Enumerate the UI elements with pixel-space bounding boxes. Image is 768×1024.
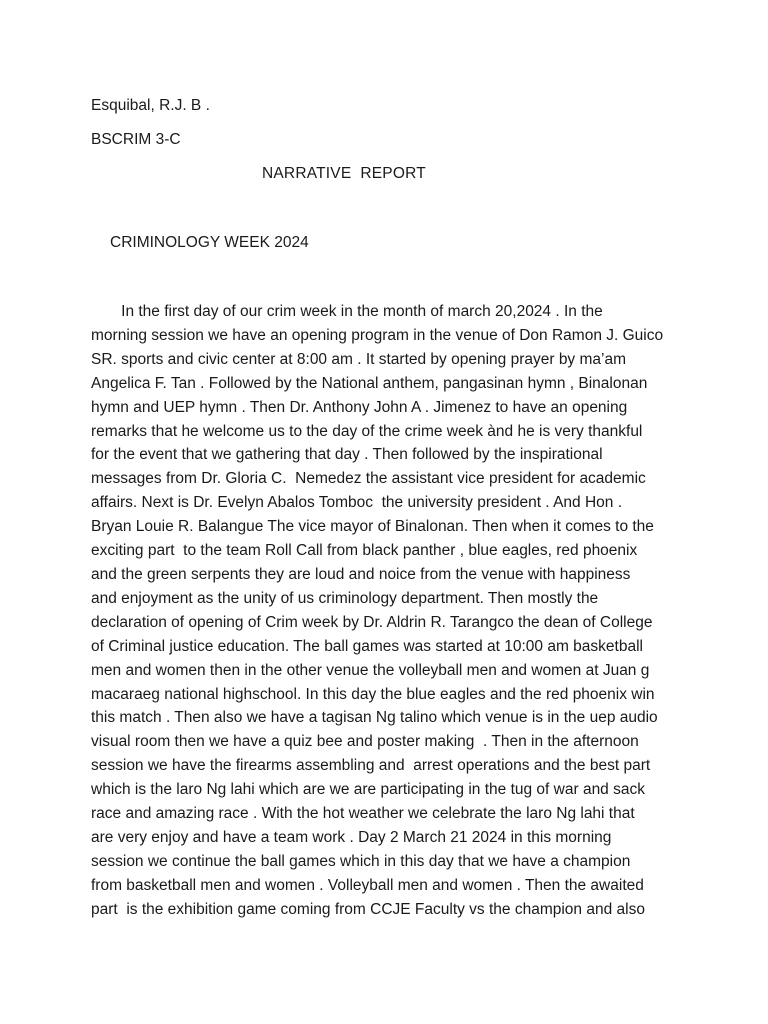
body-line: messages from Dr. Gloria C. Nemedez the assistant vice president for academic	[91, 470, 646, 488]
report-subtitle: CRIMINOLOGY WEEK 2024	[110, 234, 309, 251]
body-line: SR. sports and civic center at 8:00 am . It started by opening prayer by ma’am	[91, 350, 626, 368]
body-line: are very enjoy and have a team work . Day 2 March 21 2024 in this morning	[91, 828, 612, 846]
body-line: exciting part to the team Roll Call from black panther , blue eagles, red phoenix	[91, 542, 638, 560]
course-section: BSCRIM 3-C	[91, 131, 181, 148]
report-title: NARRATIVE REPORT	[262, 165, 426, 182]
body-line: morning session we have an opening program in the venue of Don Ramon J. Guico	[91, 326, 664, 344]
body-line: declaration of opening of Crim week by Dr. Aldrin R. Tarangco the dean of College	[91, 613, 653, 631]
body-line: part is the exhibition game coming from CCJE Faculty vs the champion and also	[91, 900, 645, 918]
body-line: this match . Then also we have a tagisan Ng talino which venue is in the uep audio	[91, 709, 658, 727]
body-line: and enjoyment as the unity of us criminology department. Then mostly the	[91, 589, 599, 607]
body-line: race and amazing race . With the hot weather we celebrate the laro Ng lahi that	[91, 805, 635, 823]
body-line: and the green serpents they are loud and noice from the venue with happiness	[91, 565, 631, 583]
body-line: Bryan Louie R. Balangue The vice mayor of Binalonan. Then when it comes to the	[91, 518, 654, 536]
report-body	[91, 300, 691, 922]
body-line: In the first day of our crim week in the month of march 20,2024 . In the	[91, 303, 603, 320]
body-line: from basketball men and women . Volleyball men and women . Then the awaited	[91, 876, 644, 894]
body-line: session we have the firearms assembling and arrest operations and the best part	[91, 757, 651, 775]
body-line: of Criminal justice education. The ball games was started at 10:00 am basketball	[91, 637, 643, 655]
author-name: Esquibal, R.J. B .	[91, 97, 210, 114]
body-line: affairs. Next is Dr. Evelyn Abalos Tomboc the university president . And Hon .	[91, 494, 622, 512]
body-line: men and women then in the other venue the volleyball men and women at Juan g	[91, 661, 650, 679]
body-line: session we continue the ball games which in this day that we have a champion	[91, 852, 631, 870]
body-line: hymn and UEP hymn . Then Dr. Anthony John A . Jimenez to have an opening	[91, 398, 628, 416]
body-line: for the event that we gathering that day . Then followed by the inspirational	[91, 446, 603, 464]
body-line: visual room then we have a quiz bee and poster making . Then in the afternoon	[91, 733, 639, 751]
body-line: Angelica F. Tan . Followed by the National anthem, pangasinan hymn , Binalonan	[91, 374, 648, 392]
body-line: macaraeg national highschool. In this day the blue eagles and the red phoenix win	[91, 685, 655, 703]
body-line: remarks that he welcome us to the day of the crime week ànd he is very thankful	[91, 422, 643, 440]
body-line: which is the laro Ng lahi which are we are participating in the tug of war and sack	[91, 781, 645, 799]
